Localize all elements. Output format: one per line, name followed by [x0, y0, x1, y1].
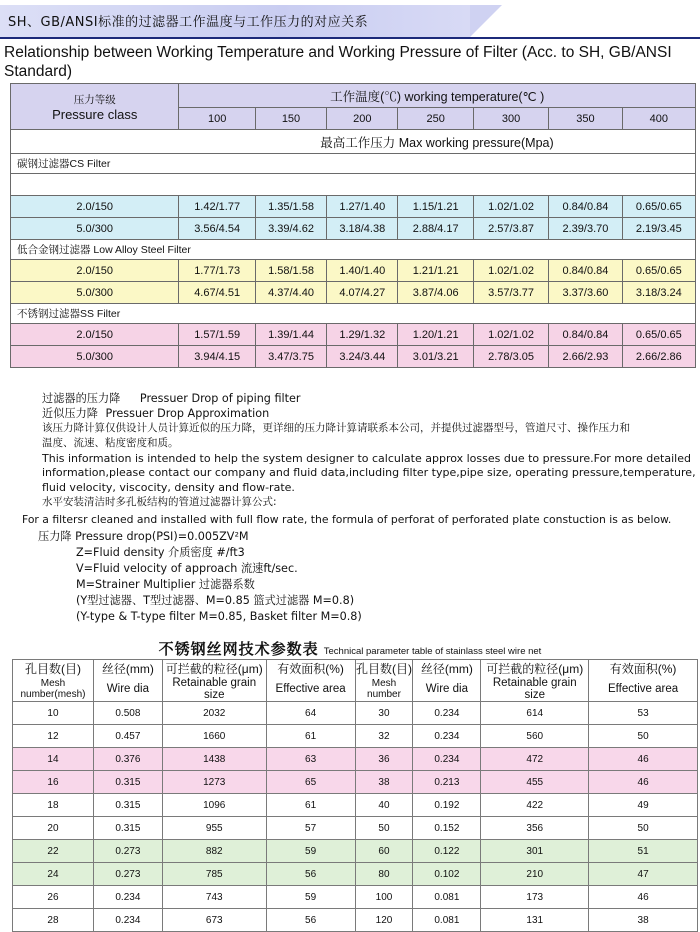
- table-cell: 0.234: [413, 725, 481, 748]
- header-en-cell: Retainable grain size: [162, 677, 266, 702]
- table-cell: 60: [355, 840, 413, 863]
- table-row: [13, 771, 698, 794]
- header-cn-cell: 丝径(mm): [93, 660, 162, 678]
- header-en-cell: Effective area: [589, 677, 698, 702]
- table-cell: 40: [355, 794, 413, 817]
- table-cell: 12: [13, 725, 94, 748]
- pressure-value-cell: 1.58/1.58: [255, 260, 326, 282]
- table-cell: 32: [355, 725, 413, 748]
- table-cell: 0.081: [413, 886, 481, 909]
- table-cell: 1273: [162, 771, 266, 794]
- note-line-6: information,please contact our company and fluid data,including filter type,pipe size, operating pressure,temperature,: [42, 466, 696, 479]
- wire-net-table: [12, 659, 698, 932]
- note-line-2: [42, 406, 269, 421]
- note-line-7: fluid velocity, viscocity, density and flow-rate.: [42, 481, 295, 494]
- table-cell: 0.315: [93, 817, 162, 840]
- pressure-value-cell: 1.02/1.02: [473, 196, 548, 218]
- pressure-row: [11, 346, 696, 368]
- table-cell: 50: [355, 817, 413, 840]
- table-cell: 20: [13, 817, 94, 840]
- pressure-value-cell: 2.19/3.45: [622, 218, 695, 240]
- table-cell: 301: [481, 840, 589, 863]
- table-row: [13, 840, 698, 863]
- table-cell: 422: [481, 794, 589, 817]
- blank-cell: [11, 130, 179, 154]
- pressure-class-header: [11, 84, 179, 130]
- pressure-class-cell: 2.0/150: [11, 260, 179, 282]
- pressure-row: [11, 218, 696, 240]
- table-cell: 22: [13, 840, 94, 863]
- table-cell: 24: [13, 863, 94, 886]
- table-cell: 0.192: [413, 794, 481, 817]
- table-cell: 59: [266, 840, 355, 863]
- table-cell: 560: [481, 725, 589, 748]
- table-cell: 882: [162, 840, 266, 863]
- formula-z: Z=Fluid density 介质密度 #/ft3: [76, 546, 245, 559]
- table-cell: 38: [589, 909, 698, 932]
- wire-net-title-en: Technical parameter table of stainlass steel wire net: [323, 646, 542, 657]
- pressure-value-cell: 1.35/1.58: [255, 196, 326, 218]
- table-cell: 10: [13, 702, 94, 725]
- table-cell: 356: [481, 817, 589, 840]
- table-row: [13, 886, 698, 909]
- formula-v: V=Fluid velocity of approach 流速ft/sec.: [76, 562, 298, 575]
- formula-note-cn: (Y型过滤器、T型过滤器、M=0.85 篮式过滤器 M=0.8): [76, 594, 355, 607]
- temperature-cell: 350: [549, 108, 622, 130]
- pressure-value-cell: 2.39/3.70: [549, 218, 622, 240]
- pressure-value-cell: 1.77/1.73: [179, 260, 255, 282]
- header-en-cell: Mesh number: [355, 677, 413, 702]
- wire-net-title-cn: 不锈钢丝网技术参数表: [158, 640, 319, 658]
- table-cell: 61: [266, 794, 355, 817]
- wire-net-table-body: [13, 702, 698, 932]
- pressure-value-cell: 0.65/0.65: [622, 196, 695, 218]
- pressure-class-cn: 压力等级: [73, 93, 116, 106]
- header-en-cell: Wire dia: [413, 677, 481, 702]
- pressure-value-cell: 3.39/4.62: [255, 218, 326, 240]
- note-line-5: This information is intended to help the system designer to calculate approx losses due to pressure.For more detailed: [42, 452, 691, 465]
- table-row: [13, 817, 698, 840]
- table-cell: 30: [355, 702, 413, 725]
- pressure-value-cell: 4.37/4.40: [255, 282, 326, 304]
- table-cell: 743: [162, 886, 266, 909]
- pressure-value-cell: 3.24/3.44: [327, 346, 398, 368]
- table-cell: 38: [355, 771, 413, 794]
- header-cn-cell: 孔目数(目): [13, 660, 94, 678]
- pressure-value-cell: 2.57/3.87: [473, 218, 548, 240]
- pressure-class-cell: 5.0/300: [11, 218, 179, 240]
- table-cell: 0.234: [93, 886, 162, 909]
- table-row: [13, 794, 698, 817]
- table-cell: 57: [266, 817, 355, 840]
- table-cell: 785: [162, 863, 266, 886]
- table-cell: 120: [355, 909, 413, 932]
- note-line-1: [42, 391, 300, 406]
- pressure-class-cell: 5.0/300: [11, 346, 179, 368]
- pressure-row: [11, 196, 696, 218]
- table-cell: 65: [266, 771, 355, 794]
- table-cell: 46: [589, 886, 698, 909]
- table-cell: 1660: [162, 725, 266, 748]
- table-cell: 56: [266, 909, 355, 932]
- temperature-cell: 150: [255, 108, 326, 130]
- temperature-cell: 200: [327, 108, 398, 130]
- table-cell: 0.273: [93, 863, 162, 886]
- section-row: [11, 240, 696, 260]
- table-cell: 14: [13, 748, 94, 771]
- table-cell: 46: [589, 771, 698, 794]
- pressure-value-cell: 3.56/4.54: [179, 218, 255, 240]
- pressure-value-cell: 4.07/4.27: [327, 282, 398, 304]
- approx-drop-cn: 近似压力降: [42, 407, 98, 420]
- table-cell: 210: [481, 863, 589, 886]
- working-temperature-header: 工作温度(℃) working temperature(℃ ): [179, 84, 696, 108]
- max-pressure-header: 最高工作压力 Max working pressure(Mpa): [179, 130, 696, 154]
- pressure-value-cell: 1.21/1.21: [398, 260, 473, 282]
- header-cn-cell: 孔目数(目): [355, 660, 413, 678]
- header-banner-corner: [470, 5, 502, 37]
- pressure-value-cell: 1.57/1.59: [179, 324, 255, 346]
- pressure-drop-en: Pressuer Drop of piping filter: [139, 392, 301, 405]
- table-cell: 63: [266, 748, 355, 771]
- pressure-class-cell: 2.0/150: [11, 324, 179, 346]
- table-cell: 0.102: [413, 863, 481, 886]
- table-cell: 0.234: [93, 909, 162, 932]
- table-cell: 0.213: [413, 771, 481, 794]
- temperature-cell: 100: [179, 108, 255, 130]
- table-cell: 0.315: [93, 794, 162, 817]
- pressure-value-cell: 3.18/3.24: [622, 282, 695, 304]
- note-line-8: 水平安装清洁时多孔板结构的管道过滤器计算公式:: [42, 496, 277, 508]
- table-cell: 131: [481, 909, 589, 932]
- page-title-cn: SH、GB/ANSI标准的过滤器工作温度与工作压力的对应关系: [8, 15, 369, 30]
- pressure-drop-cn: 过滤器的压力降: [42, 392, 121, 405]
- table-cell: 0.234: [413, 702, 481, 725]
- header-en-cell: Mesh number(mesh): [13, 677, 94, 702]
- pressure-value-cell: 1.15/1.21: [398, 196, 473, 218]
- table-row: [13, 748, 698, 771]
- table-cell: 173: [481, 886, 589, 909]
- pressure-value-cell: 1.40/1.40: [327, 260, 398, 282]
- pressure-value-cell: 1.27/1.40: [327, 196, 398, 218]
- pressure-value-cell: 0.84/0.84: [549, 196, 622, 218]
- pressure-value-cell: 2.66/2.86: [622, 346, 695, 368]
- table-cell: 0.081: [413, 909, 481, 932]
- table-cell: 50: [589, 817, 698, 840]
- table-cell: 46: [589, 748, 698, 771]
- pressure-value-cell: 1.39/1.44: [255, 324, 326, 346]
- pressure-value-cell: 2.78/3.05: [473, 346, 548, 368]
- pressure-temperature-table: [10, 83, 696, 368]
- pressure-table-body: [11, 154, 696, 368]
- table-cell: 80: [355, 863, 413, 886]
- temperature-cell: 300: [473, 108, 548, 130]
- table-row: [13, 725, 698, 748]
- pressure-value-cell: 3.01/3.21: [398, 346, 473, 368]
- pressure-value-cell: 0.84/0.84: [549, 260, 622, 282]
- table-cell: 614: [481, 702, 589, 725]
- pressure-value-cell: 0.65/0.65: [622, 324, 695, 346]
- note-line-3: 该压力降计算仅供设计人员计算近似的压力降，更详细的压力降计算请联系本公司，并提供过滤器型号，管道尺寸、操作压力和: [42, 422, 630, 434]
- table-row: [13, 863, 698, 886]
- section-label: 碳钢过滤器CS Filter: [11, 154, 696, 174]
- table-cell: 0.152: [413, 817, 481, 840]
- table-cell: 0.273: [93, 840, 162, 863]
- table-cell: 673: [162, 909, 266, 932]
- header-rule: [0, 37, 700, 39]
- temperature-cell: 250: [398, 108, 473, 130]
- table-cell: 18: [13, 794, 94, 817]
- table-cell: 36: [355, 748, 413, 771]
- table-cell: 0.234: [413, 748, 481, 771]
- pressure-value-cell: 3.37/3.60: [549, 282, 622, 304]
- pressure-value-cell: 1.20/1.21: [398, 324, 473, 346]
- table-cell: 50: [589, 725, 698, 748]
- table-cell: 61: [266, 725, 355, 748]
- table-row: [13, 702, 698, 725]
- wire-net-header-cn: [13, 660, 698, 678]
- table-cell: 16: [13, 771, 94, 794]
- pressure-value-cell: 3.87/4.06: [398, 282, 473, 304]
- pressure-value-cell: 4.67/4.51: [179, 282, 255, 304]
- table-cell: 47: [589, 863, 698, 886]
- pressure-value-cell: 1.02/1.02: [473, 324, 548, 346]
- table-cell: 1438: [162, 748, 266, 771]
- header-en-cell: Retainable grain size: [481, 677, 589, 702]
- section-label: 低合金钢过滤器 Low Alloy Steel Filter: [11, 240, 696, 260]
- table-cell: 2032: [162, 702, 266, 725]
- pressure-value-cell: 0.84/0.84: [549, 324, 622, 346]
- table-cell: 100: [355, 886, 413, 909]
- wire-net-table-title: [0, 638, 700, 659]
- blank-row: [11, 174, 696, 196]
- pressure-value-cell: 3.57/3.77: [473, 282, 548, 304]
- pressure-value-cell: 1.02/1.02: [473, 260, 548, 282]
- header-cn-cell: 可拦截的粒径(μm): [481, 660, 589, 678]
- pressure-row: [11, 260, 696, 282]
- pressure-value-cell: 3.47/3.75: [255, 346, 326, 368]
- pressure-class-cell: 5.0/300: [11, 282, 179, 304]
- table-cell: 51: [589, 840, 698, 863]
- table-cell: 56: [266, 863, 355, 886]
- table-cell: 26: [13, 886, 94, 909]
- section-row: [11, 154, 696, 174]
- pressure-class-cell: 2.0/150: [11, 196, 179, 218]
- header-cn-cell: 有效面积(%): [589, 660, 698, 678]
- pressure-value-cell: 0.65/0.65: [622, 260, 695, 282]
- header-en-cell: Wire dia: [93, 677, 162, 702]
- table-cell: 53: [589, 702, 698, 725]
- table-cell: 0.122: [413, 840, 481, 863]
- wire-net-header-en: [13, 677, 698, 702]
- table-cell: 1096: [162, 794, 266, 817]
- section-label: 不锈钢过滤器SS Filter: [11, 304, 696, 324]
- table-cell: 64: [266, 702, 355, 725]
- pressure-value-cell: 1.29/1.32: [327, 324, 398, 346]
- pressure-row: [11, 282, 696, 304]
- header-en-cell: Effective area: [266, 677, 355, 702]
- page-title-en: Relationship between Working Temperature and Working Pressure of Filter (Acc. to SH, GB/ANSI Standard): [4, 44, 672, 80]
- pressure-row: [11, 324, 696, 346]
- table-cell: 955: [162, 817, 266, 840]
- blank-cell: [11, 174, 696, 196]
- formula-m: M=Strainer Multiplier 过滤器系数: [76, 578, 255, 591]
- pressure-value-cell: 1.42/1.77: [179, 196, 255, 218]
- pressure-value-cell: 3.94/4.15: [179, 346, 255, 368]
- formula-line: 压力降 Pressure drop(PSI)=0.005ZV²M: [38, 530, 249, 543]
- pressure-value-cell: 2.66/2.93: [549, 346, 622, 368]
- pressure-class-en: Pressure class: [52, 106, 138, 122]
- approx-drop-en: Pressuer Drop Approximation: [105, 407, 270, 420]
- table-cell: 0.457: [93, 725, 162, 748]
- header-cn-cell: 可拦截的粒径(μm): [162, 660, 266, 678]
- pressure-value-cell: 2.88/4.17: [398, 218, 473, 240]
- header-cn-cell: 丝径(mm): [413, 660, 481, 678]
- table-cell: 49: [589, 794, 698, 817]
- table-cell: 455: [481, 771, 589, 794]
- header-cn-cell: 有效面积(%): [266, 660, 355, 678]
- formula-note-en: (Y-type & T-type filter M=0.85, Basket filter M=0.8): [76, 610, 362, 623]
- section-row: [11, 304, 696, 324]
- table-cell: 472: [481, 748, 589, 771]
- table-cell: 0.315: [93, 771, 162, 794]
- table-cell: 0.508: [93, 702, 162, 725]
- temperature-cell: 400: [622, 108, 695, 130]
- note-line-4: 温度、流速、粘度密度和质。: [42, 437, 179, 449]
- pressure-value-cell: 3.18/4.38: [327, 218, 398, 240]
- table-cell: 59: [266, 886, 355, 909]
- note-line-9: For a filtersr cleaned and installed with full flow rate, the formula of perforat of perforated plate constuction is as below.: [22, 513, 672, 526]
- table-cell: 28: [13, 909, 94, 932]
- table-cell: 0.376: [93, 748, 162, 771]
